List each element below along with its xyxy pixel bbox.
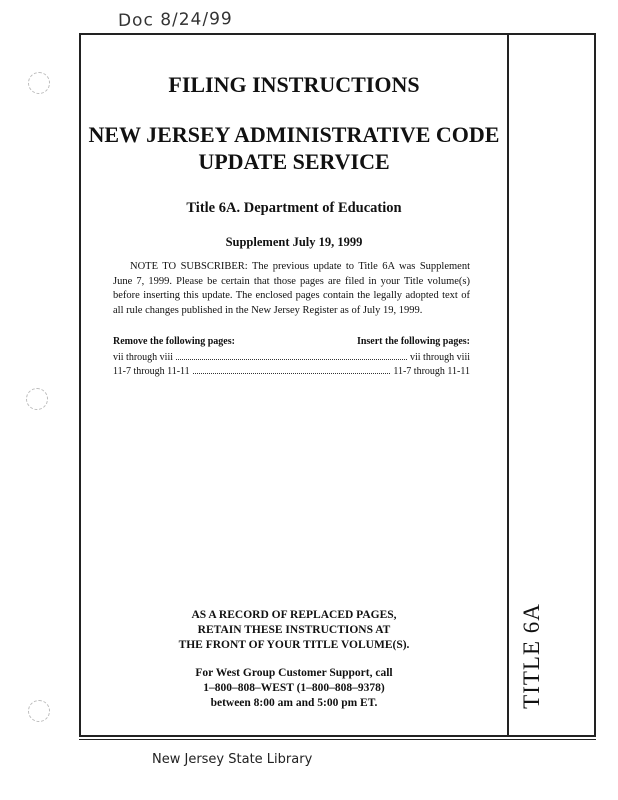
spine-title-label: TITLE 6A [519, 603, 544, 709]
support-line: For West Group Customer Support, call [195, 667, 393, 679]
insert-header: Insert the following pages: [356, 336, 470, 347]
record-notice-line: THE FRONT OF YOUR TITLE VOLUME(S). [178, 639, 410, 651]
dot-leader [176, 350, 407, 360]
spine-divider [507, 33, 509, 737]
remove-header: Remove the following pages: [113, 336, 235, 347]
page-border-bottom-line [79, 739, 596, 740]
library-stamp: New Jersey State Library [152, 752, 313, 767]
page-title: FILING INSTRUCTIONS [168, 72, 420, 97]
customer-support-info [81, 666, 507, 711]
table-row [113, 364, 470, 378]
record-notice-line: RETAIN THESE INSTRUCTIONS AT [197, 624, 391, 636]
supplement-date: Supplement July 19, 1999 [225, 235, 363, 249]
support-phone: 1–800–808–WEST (1–800–808–9378) [203, 682, 385, 694]
table-row [113, 350, 470, 364]
insert-pages: 11-7 through 11-11 [393, 366, 470, 377]
remove-pages: 11-7 through 11-11 [113, 366, 190, 377]
remove-pages: vii through viii [113, 352, 173, 363]
code-title-line: UPDATE SERVICE [198, 149, 390, 174]
support-hours: between 8:00 am and 5:00 pm ET. [210, 697, 378, 709]
code-title [81, 121, 507, 175]
code-title-line: NEW JERSEY ADMINISTRATIVE CODE [88, 122, 500, 147]
record-notice-line: AS A RECORD OF REPLACED PAGES, [191, 609, 397, 621]
punch-hole-mark [28, 700, 50, 722]
pages-table-header [113, 336, 470, 350]
handwritten-date-note: Doc 8/24/99 [117, 8, 233, 32]
note-to-subscriber: NOTE TO SUBSCRIBER: The previous update to Title 6A was Supplement June 7, 1999. Please be certain that those pages are filed in your Title volume(s) before inserting this update. The enclosed pages contain the legally adopted text of all rule changes published in the New Jersey Register as of July 19, 1999. [113, 261, 470, 316]
dot-leader [193, 364, 391, 374]
insert-pages: vii through viii [410, 352, 470, 363]
punch-hole-mark [26, 388, 48, 410]
pages-table [113, 336, 470, 378]
subject-heading: Title 6A. Department of Education [186, 200, 402, 216]
record-notice [81, 608, 507, 653]
punch-hole-mark [28, 72, 50, 94]
